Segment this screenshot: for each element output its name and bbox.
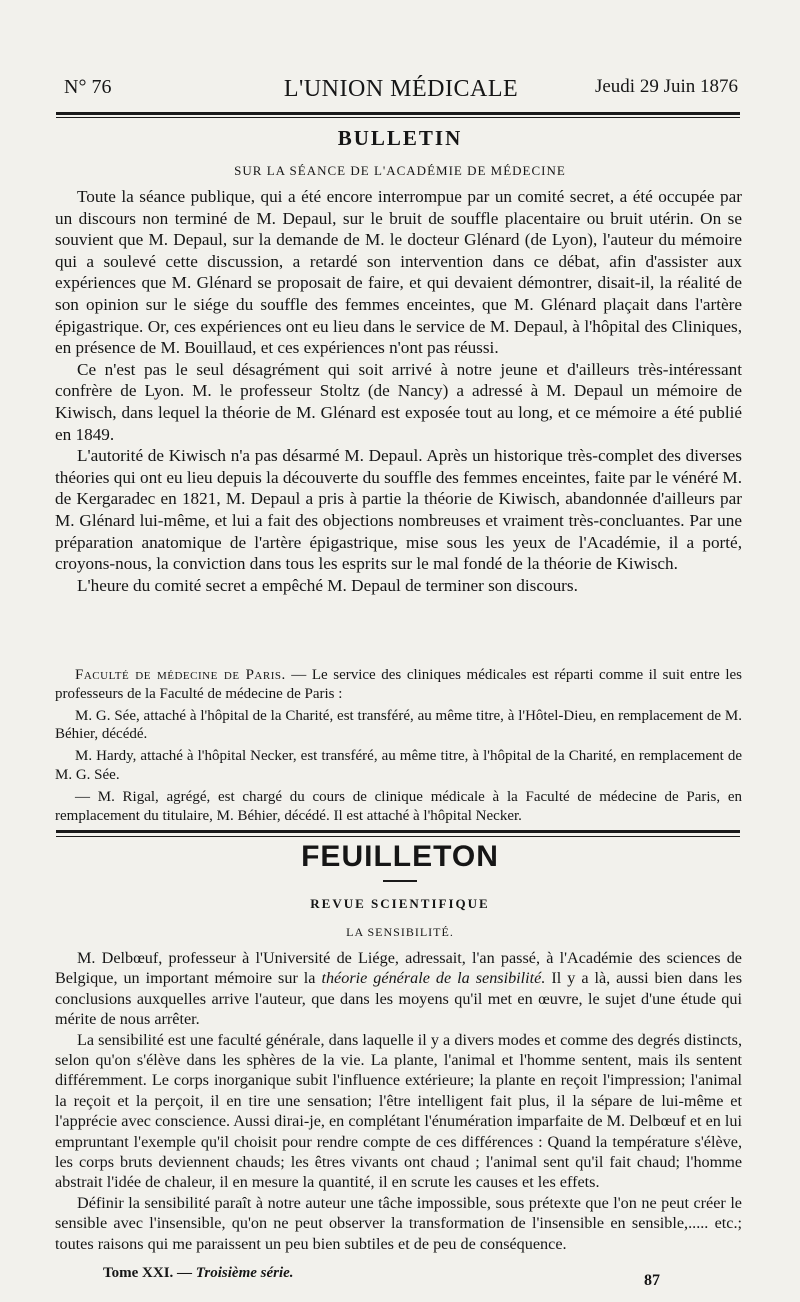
section-divider xyxy=(56,830,740,833)
feuilleton-emphasis: théorie générale de la sensibilité. xyxy=(321,969,546,988)
faculte-notice xyxy=(55,666,742,828)
feuilleton-title: FEUILLETON xyxy=(301,840,499,873)
issue-number: N° 76 xyxy=(64,76,112,98)
header-rule-thin xyxy=(56,117,740,118)
bulletin-paragraph: L'heure du comité secret a empêché M. Depaul de terminer son discours. xyxy=(77,575,578,595)
feuilleton-rule xyxy=(383,880,417,882)
bulletin-body xyxy=(55,186,742,596)
faculte-item: M. Hardy, attaché à l'hôpital Necker, est transféré, au même titre, à l'hôpital de la Charité, en remplacement de M. G. Sée. xyxy=(55,748,742,783)
footer-tome-text: Tome XXI. — xyxy=(103,1265,196,1281)
feuilleton-paragraph: La sensibilité est une faculté générale, dans laquelle il y a divers modes et comme des degrés distincts, selon qu'on s'élève dans les sphères de la vie. La plante, l'animal et l'homme sentent, mais ils sentent différemment. Le corps inorganique subit l'influence extérieure; la plante en reçoit l'impression; l'animal la reçoit et la perçoit, il en tire une sensation; l'être intelligent fait plus, il la sépare de lui-même et l'apprécie avec conscience. Aussi dirai-je, en complétant l'énumération imparfaite de M. Delbœuf et en lui empruntant l'exemple qu'il choisit pour rendre compte de ces différences : Quand la température s'élève, les corps bruts deviennent chauds; les êtres vivants ont chaud ; l'animal sent qu'il fait chaud; l'homme abstrait l'idée de chaleur, il en mesure la quantité, il en scrute les causes et les effets. xyxy=(55,1030,742,1192)
faculte-intro-text: — Le service des cliniques médicales est réparti comme il suit entre les professeurs de la Faculté de médecine de Paris : xyxy=(55,667,742,702)
journal-title: L'UNION MÉDICALE xyxy=(283,76,519,102)
page-number: 87 xyxy=(644,1272,660,1289)
bulletin-subtitle: SUR LA SÉANCE DE L'ACADÉMIE DE MÉDECINE xyxy=(234,163,566,178)
faculte-intro xyxy=(55,666,742,704)
bulletin-paragraph: L'autorité de Kiwisch n'a pas désarmé M. Depaul. Après un historique très-complet des diverses théories qui ont eu lieu depuis la découverte du souffle des femmes enceintes, faite par le vénéré M. de Kergaradec en 1821, M. Depaul a pris à partie la théorie de Kiwisch, abandonnée d'ailleurs par M. Glénard lui-même, et lui a fait des objections nombreuses et vraiment très-concluantes. Par une préparation anatomique de l'artère épigastrique, mise sous les yeux de l'Académie, il a porté, croyons-nous, la conviction dans tous les esprits sur le mal fondé de la théorie de Kiwisch. xyxy=(55,446,742,574)
faculte-item: M. G. Sée, attaché à l'hôpital de la Charité, est transféré, au même titre, à l'Hôtel-Dieu, en remplacement de M. Béhier, décédé. xyxy=(55,707,742,743)
bulletin-paragraph: Ce n'est pas le seul désagrément qui soit arrivé à notre jeune et d'ailleurs très-intéressant confrère de Lyon. M. le professeur Stoltz (de Nancy) a adressé à M. Depaul un mémoire de Kiwisch, dans lequel la théorie de M. Glénard est exposée tout au long, et ce mémoire a été publié en 1849. xyxy=(55,359,742,444)
issue-date: Jeudi 29 Juin 1876 xyxy=(594,76,738,97)
article-subtitle: LA SENSIBILITÉ. xyxy=(346,925,454,939)
bulletin-title: BULLETIN xyxy=(337,126,463,150)
footer-tome xyxy=(103,1265,294,1282)
header-rule xyxy=(56,112,740,115)
feuilleton-text: Il y a là, aussi bien dans les conclusions auxquelles arrive l'auteur, que dans les moyens qu'il met en œuvre, le sujet d'une étude qui mérite de nous arrêter. xyxy=(55,969,743,1029)
feuilleton-body xyxy=(55,948,742,1254)
feuilleton-text: M. Delbœuf, professeur à l'Université de Liége, adressait, l'an passé, à l'Académie des sciences de Belgique, un important mémoire sur la xyxy=(55,949,742,988)
faculte-heading: Faculté de médecine de Paris. xyxy=(75,667,286,683)
page-header xyxy=(64,72,738,104)
bulletin-paragraph: Toute la séance publique, qui a été encore interrompue par un comité secret, a été occupée par un discours non terminé de M. Depaul, sur le bruit de souffle placentaire ou bruit utérin. On se souvient que M. Depaul, sur la demande de M. le docteur Glénard (de Lyon), l'auteur du mémoire qui a soulevé cette discussion, a retardé son intervention dans ce débat, afin d'assister aux expériences que M. Glénard se proposait de faire, et qui devaient démontrer, disait-il, la réalité de son opinion sur le siége du souffle des femmes enceintes, que M. Glénard plaçait dans l'artère épigastrique. Or, ces expériences ont eu lieu dans le service de M. Depaul, à l'hôpital des Cliniques, en présence de M. Bouillaud, et ces expériences n'ont pas réussi. xyxy=(55,187,742,358)
section-divider-thin xyxy=(56,836,740,837)
feuilleton-paragraph: Définir la sensibilité paraît à notre auteur une tâche impossible, sous prétexte que l'on ne peut créer le sensible avec l'insensible, qu'on ne peut observer la transformation de l'insensible en sensible,..... etc.; toutes raisons qui me paraissent un peu bien subtiles et de peu de conséquence. xyxy=(55,1193,742,1253)
feuilleton-paragraph xyxy=(55,948,742,1030)
footer-serie: Troisième série. xyxy=(195,1265,294,1281)
faculte-item: — M. Rigal, agrégé, est chargé du cours de clinique médicale à la Faculté de médecine de Paris, en remplacement du titulaire, M. Béhier, décédé. Il est attaché à l'hôpital Necker. xyxy=(55,788,742,824)
revue-heading: REVUE SCIENTIFIQUE xyxy=(310,896,490,911)
